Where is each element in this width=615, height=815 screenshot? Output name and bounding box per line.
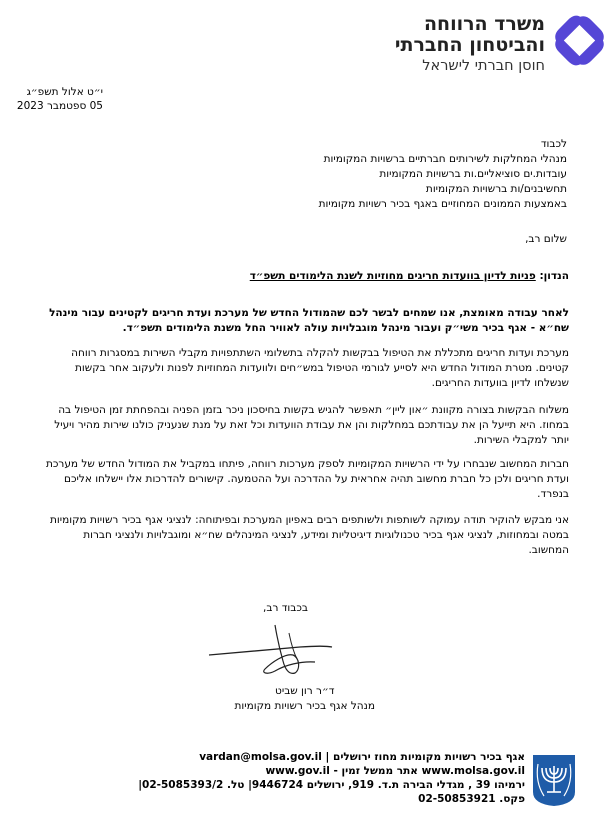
ministry-name-block	[245, 14, 545, 76]
footer-gov-label: אתר ממשל זמין -	[329, 765, 422, 777]
recipient-line: מנהלי המחלקות לשירותים חברתיים ברשויות המקומיות	[323, 153, 567, 165]
body-paragraph: חברות המחשוב שנבחרו על ידי הרשויות המקומיות לספק מערכות רווחה, פיתחו במקביל את המודול החדש של מערכת ועדת חריגים ולכן כל חברת מחשוב תהיה אחראית על ההדרכה ועל ההטמעה. קישורים להדרכות אלו יישלחו אליכם בנפרד.	[45, 458, 569, 500]
recipient-line: באמצעות הממונים המחוזיים באגף בכיר רשויות מקומיות	[318, 198, 567, 210]
footer-contact-block	[5, 750, 525, 806]
state-emblem-icon	[530, 752, 578, 807]
ministry-slogan: חוסן חברתי לישראל	[422, 58, 545, 74]
footer-gov-link[interactable]: www.gov.il	[265, 765, 330, 777]
signer-name: ד״ר רון שביט	[275, 685, 335, 697]
footer-fax: פקס. 02-50853921	[418, 793, 525, 805]
body-paragraph: אני מבקש להוקיר תודה עמוקה לשותפות ולשותפים רבים באפיון המערכת ובפיתוחה: לנציגי אגף בכיר רשויות מקומיות במטה ובמחוזות, לנציגי אגף בכיר טכנולוגיות דיגיטליות ומידע, לנציגי המינהלים שח״א ומוגבלויות ולנציגי חברות המחשוב.	[50, 514, 569, 556]
gregorian-date: 05 ספטמבר 2023	[16, 99, 103, 112]
footer-line-web	[5, 764, 525, 778]
handwritten-signature-icon	[205, 617, 335, 679]
ministry-name-line2: והביטחון החברתי	[394, 34, 545, 56]
hebrew-date: י״ט אלול תשפ״ג	[26, 86, 103, 98]
subject-text: פניות לדיון בוועדות חריגים מחוזיות לשנת הלימודים תשפ״ד	[249, 270, 536, 282]
recipient-line: לכבוד	[540, 138, 567, 150]
footer-address: ירמיהו 39 , מגדלי הבירה ת.ד. 919, ירושלים 9446724| טל. 02-5085393/2|	[138, 779, 525, 791]
footer-department: אגף בכיר רשויות מקומיות מחוז ירושלים	[333, 751, 525, 763]
subject-line	[250, 270, 569, 282]
recipient-line: תחשיבנים/ות ברשויות המקומיות	[425, 183, 567, 195]
ministry-name-line1: משרד הרווחה	[423, 13, 545, 35]
footer-website-link[interactable]: www.molsa.gov.il	[421, 765, 525, 777]
signer-title: מנהל אגף בכיר רשויות מקומיות	[234, 700, 375, 712]
recipient-line: עובדות.ים סוציאליים.ות ברשויות המקומיות	[379, 168, 567, 180]
greeting: שלום רב,	[525, 233, 567, 245]
body-paragraph: משלוח הבקשות בצורה מקוונת ״און ליין״ תאפשר להגיש בקשות בחיסכון ניכר בזמן הפניה ובהפחתת זמן הטיפול בה במחוז. היא תייעל הן את עבודתכם במחלקות והן את עבודת הוועדות וכל זאת על מנת שנעניק כולנו שירות מהיר ויעיל יותר למקבלי השירות.	[54, 404, 569, 446]
ministry-logo-icon	[552, 13, 607, 68]
body-paragraph-intro: לאחר עבודה מאומצת, אנו שמחים לבשר לכם שהמודול החדש של מערכת ועדת חריגים לקטינים עבור מינהל שח״א - אגף בכיר משי״ק ועבור מינהל מוגבלויות עולה לאוויר החל משנת הלימודים תשפ״ד.	[49, 307, 569, 334]
subject-label: הנדון:	[539, 270, 569, 282]
footer-separator: |	[321, 751, 334, 763]
letter-dates	[17, 86, 103, 113]
footer-line-dept	[5, 750, 525, 764]
body-paragraph: מערכת ועדות חריגים מתכללת את הטיפול בבקשות להקלה בתשלומי השתתפויות מקבלי השירות במסגרות רווחה קטינים. מטרת המודול החדש היא לסייע לגורמי הטיפול במש״חים ולוועדות המחוזיות לפנות ולעקוב אחר בקשות שנשלחו לדיון בוועדות החריגים.	[71, 347, 569, 389]
footer-email-link[interactable]: vardan@molsa.gov.il	[199, 751, 322, 763]
signer-block	[235, 684, 376, 714]
closing-salutation: בכבוד רב,	[263, 602, 308, 614]
